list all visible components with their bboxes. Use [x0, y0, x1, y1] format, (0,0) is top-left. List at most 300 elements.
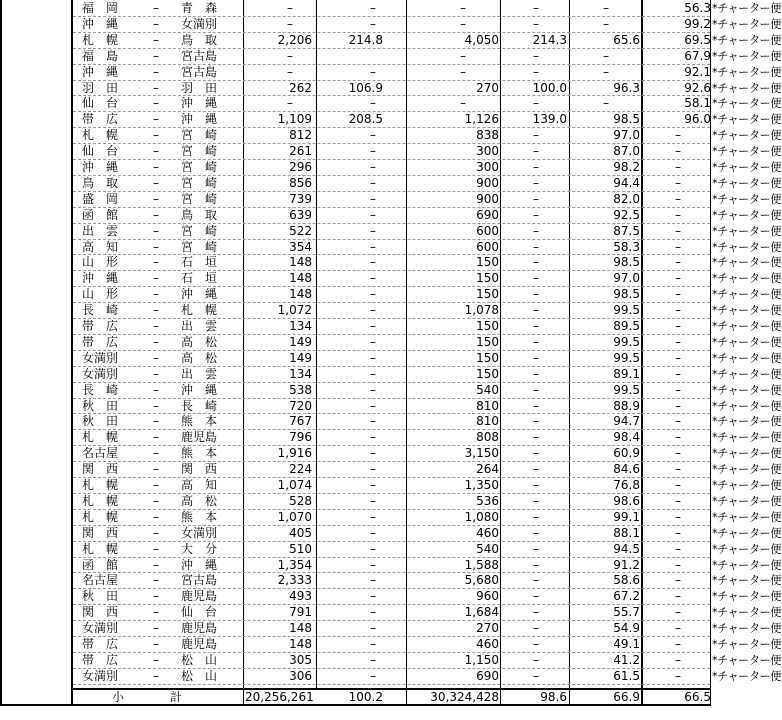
cell-col5: 91.2 [613, 557, 640, 572]
cell-col1: 493 [289, 589, 312, 604]
route-origin: 山 形 [82, 287, 119, 302]
route-origin: 女満別 [82, 668, 119, 683]
cell-note: *チャーター便 [712, 33, 781, 47]
cell-col5: 82.0 [613, 191, 640, 206]
cell-col2: – [370, 446, 376, 461]
cell-note: *チャーター便 [712, 208, 781, 222]
cell-note: *チャーター便 [712, 669, 781, 683]
cell-note: *チャーター便 [712, 447, 781, 461]
route-dash: – [153, 271, 159, 286]
cell-col6: – [675, 207, 681, 222]
cell-note: *チャーター便 [712, 653, 781, 667]
route-destination: 宮 崎 [181, 160, 218, 174]
cell-col4: – [533, 478, 539, 492]
cell-col2: – [370, 350, 376, 365]
table-row [0, 17, 782, 33]
cell-col5: – [603, 1, 609, 15]
route-dash: – [153, 605, 159, 620]
cell-col4: – [533, 446, 539, 461]
cell-col6: – [675, 239, 681, 254]
cell-col4: – [533, 16, 539, 31]
table-row [0, 81, 782, 97]
cell-col6: – [675, 573, 681, 588]
cell-col1: 148 [289, 621, 312, 636]
cell-note: *チャーター便 [712, 526, 781, 540]
cell-col3: 810 [476, 398, 499, 413]
cell-col2: – [370, 64, 376, 79]
cell-col1: 528 [289, 493, 312, 508]
route-origin: 女満別 [82, 366, 119, 381]
cell-col6: – [675, 319, 681, 333]
cell-col3: 540 [476, 541, 499, 556]
table-row [0, 510, 782, 526]
route-origin: 長 崎 [82, 303, 119, 318]
route-destination: 熊 本 [181, 414, 218, 429]
cell-col6: – [675, 128, 681, 143]
cell-note: *チャーター便 [712, 288, 781, 302]
cell-col3: 900 [476, 175, 499, 190]
table-row [0, 669, 782, 685]
cell-note: *チャーター便 [712, 431, 781, 445]
table-row [0, 573, 782, 589]
cell-col3: 150 [476, 319, 499, 333]
route-dash: – [153, 430, 159, 445]
cell-col2: – [370, 287, 376, 302]
cell-col2: – [370, 398, 376, 413]
cell-col1: 1,109 [277, 112, 312, 127]
route-destination: 女満別 [181, 16, 218, 31]
cell-col3: 810 [476, 414, 499, 429]
subtotal-col3: 30,324,428 [430, 690, 499, 704]
cell-col1: 767 [289, 414, 312, 429]
cell-col1: 639 [289, 207, 312, 222]
cell-col6: – [675, 223, 681, 238]
route-dash: – [153, 525, 159, 540]
cell-col3: 900 [476, 191, 499, 206]
route-destination: 沖 縄 [181, 382, 218, 397]
cell-col4: – [533, 589, 539, 604]
route-dash: – [153, 223, 159, 238]
route-destination: 仙 台 [181, 605, 218, 620]
cell-col4: – [533, 557, 539, 572]
table-row [0, 240, 782, 256]
table-row [0, 351, 782, 367]
route-destination: 札 幌 [181, 303, 218, 318]
route-origin: 盛 岡 [82, 191, 119, 206]
cell-col6: – [675, 144, 681, 159]
cell-col6: – [675, 621, 681, 636]
cell-col4: – [533, 350, 539, 365]
cell-col3: – [460, 96, 466, 111]
route-origin: 札 幌 [82, 128, 119, 143]
cell-col3: 1,350 [464, 478, 499, 492]
cell-col3: 150 [476, 366, 499, 381]
route-destination: 出 雲 [181, 319, 218, 333]
route-destination: 熊 本 [181, 446, 218, 461]
cell-col6: – [675, 366, 681, 381]
cell-col2: – [370, 509, 376, 524]
cell-col2: – [370, 191, 376, 206]
cell-col3: 1,588 [464, 557, 499, 572]
cell-col2: – [370, 271, 376, 286]
table-row [0, 33, 782, 49]
cell-col3: 960 [476, 589, 499, 604]
route-origin: 鳥 取 [82, 175, 119, 190]
cell-note: *チャーター便 [712, 638, 781, 651]
cell-col1: 2,333 [277, 573, 312, 588]
route-destination: 長 崎 [181, 398, 218, 413]
cell-col2: – [370, 366, 376, 381]
cell-col2: – [370, 573, 376, 588]
route-destination: 松 山 [181, 652, 218, 667]
cell-col4: – [533, 144, 539, 159]
cell-note: *チャーター便 [712, 145, 781, 159]
route-origin: 福 島 [82, 48, 119, 63]
cell-col5: 49.1 [613, 637, 640, 651]
cell-col5: 98.5 [613, 112, 640, 127]
cell-col1: 305 [289, 652, 312, 667]
cell-col4: – [533, 525, 539, 540]
cell-col3: 1,078 [464, 303, 499, 318]
route-origin: 沖 縄 [82, 160, 119, 174]
route-origin: 札 幌 [82, 430, 119, 445]
route-dash: – [153, 668, 159, 683]
cell-col2: – [370, 1, 376, 15]
route-dash: – [153, 96, 159, 111]
route-destination: 関 西 [181, 462, 218, 477]
cell-col5: 76.8 [613, 478, 640, 492]
route-dash: – [153, 303, 159, 318]
route-destination: 鳥 取 [181, 207, 218, 222]
route-dash: – [153, 48, 159, 63]
route-origin: 札 幌 [82, 509, 119, 524]
cell-col3: 460 [476, 525, 499, 540]
route-destination: 宮古島 [181, 573, 218, 588]
route-dash: – [153, 414, 159, 429]
cell-col4: – [533, 652, 539, 667]
cell-col2: 208.5 [348, 112, 383, 127]
table-row [0, 478, 782, 494]
route-origin: 帯 広 [82, 319, 119, 333]
cell-col2: – [370, 478, 376, 492]
route-destination: 鹿児島 [181, 621, 218, 636]
route-destination: 宮 崎 [181, 191, 218, 206]
route-dash: – [153, 557, 159, 572]
cell-col1: 262 [289, 80, 312, 95]
cell-col6: 99.2 [684, 16, 711, 31]
route-dash: – [153, 462, 159, 477]
cell-col5: 41.2 [613, 652, 640, 667]
table-row [0, 160, 782, 176]
route-dash: – [153, 144, 159, 159]
route-dash: – [153, 509, 159, 524]
cell-col5: 58.3 [613, 239, 640, 254]
subtotal-col2: 100.2 [348, 690, 383, 704]
cell-col1: 405 [289, 525, 312, 540]
route-destination: 石 垣 [181, 271, 218, 286]
route-origin: 沖 縄 [82, 16, 119, 31]
route-destination: 羽 田 [181, 80, 218, 95]
cell-col1: 796 [289, 430, 312, 445]
table-row [0, 144, 782, 160]
route-origin: 秋 田 [82, 398, 119, 413]
cell-col1: 134 [289, 366, 312, 381]
cell-col6: – [675, 382, 681, 397]
cell-col6: 58.1 [684, 96, 711, 111]
cell-col2: – [370, 175, 376, 190]
cell-note: *チャーター便 [712, 113, 781, 127]
cell-note: *チャーター便 [712, 574, 781, 588]
route-dash: – [153, 637, 159, 651]
cell-col1: 856 [289, 175, 312, 190]
cell-note: *チャーター便 [712, 367, 781, 381]
cell-col4: 214.3 [532, 32, 567, 47]
cell-col3: 270 [476, 80, 499, 95]
cell-col5: 98.5 [613, 287, 640, 302]
cell-col1: 1,074 [277, 478, 312, 492]
cell-note: *チャーター便 [712, 49, 781, 63]
cell-note: *チャーター便 [712, 272, 781, 286]
cell-col3: 460 [476, 637, 499, 651]
cell-col1: 739 [289, 191, 312, 206]
cell-col2: – [370, 239, 376, 254]
cell-col3: 1,080 [464, 509, 499, 524]
cell-col3: 300 [476, 144, 499, 159]
cell-col3: 5,680 [464, 573, 499, 588]
cell-col4: – [533, 191, 539, 206]
cell-col2: – [370, 144, 376, 159]
route-destination: 宮 崎 [181, 144, 218, 159]
cell-col5: 99.5 [613, 334, 640, 349]
route-dash: – [153, 652, 159, 667]
cell-note: *チャーター便 [712, 256, 781, 270]
cell-col5: – [603, 48, 609, 63]
table-row [0, 128, 782, 144]
cell-col1: 261 [289, 144, 312, 159]
route-dash: – [153, 160, 159, 174]
table-row [0, 621, 782, 637]
cell-col3: 600 [476, 239, 499, 254]
cell-col6: – [675, 303, 681, 318]
cell-col6: – [675, 350, 681, 365]
route-dash: – [153, 128, 159, 143]
cell-col6: 92.1 [684, 64, 711, 79]
route-dash: – [153, 493, 159, 508]
cell-col5: 98.4 [613, 430, 640, 445]
cell-col1: 812 [289, 128, 312, 143]
route-origin: 女満別 [82, 350, 119, 365]
cell-col3: 270 [476, 621, 499, 636]
cell-col4: – [533, 1, 539, 15]
cell-col2: 214.8 [348, 32, 383, 47]
route-dash: – [153, 1, 159, 15]
cell-note: *チャーター便 [712, 17, 781, 31]
route-origin: 帯 広 [82, 652, 119, 667]
cell-col4: – [533, 96, 539, 111]
route-origin: 女満別 [82, 621, 119, 636]
cell-col1: – [287, 1, 293, 15]
cell-col5: 99.1 [613, 509, 640, 524]
route-destination: 鹿児島 [181, 637, 218, 651]
cell-col5: 96.3 [613, 80, 640, 95]
cell-col5: 84.6 [613, 462, 640, 477]
table-row [0, 192, 782, 208]
cell-col1: 148 [289, 271, 312, 286]
cell-col1: 306 [289, 668, 312, 683]
route-origin: 帯 広 [82, 334, 119, 349]
cell-col6: 92.6 [684, 80, 711, 95]
cell-note: *チャーター便 [712, 510, 781, 524]
route-dash: – [153, 64, 159, 79]
cell-col3: 690 [476, 668, 499, 683]
subtotal-label-b: 計 [170, 690, 183, 704]
cell-col5: – [603, 64, 609, 79]
cell-col6: 56.3 [684, 1, 711, 15]
cell-col5: 60.9 [613, 446, 640, 461]
table-row [0, 287, 782, 303]
cell-col5: 55.7 [613, 605, 640, 620]
cell-note: *チャーター便 [712, 415, 781, 429]
table-row [0, 414, 782, 430]
cell-col4: 139.0 [532, 112, 567, 127]
table-row [0, 303, 782, 319]
cell-col2: – [370, 414, 376, 429]
route-destination: 鹿児島 [181, 589, 218, 604]
cell-col1: – [287, 96, 293, 111]
cell-col5: 98.5 [613, 255, 640, 270]
cell-col4: – [533, 398, 539, 413]
cell-col1: 148 [289, 255, 312, 270]
table-row [0, 653, 782, 669]
cell-col2: – [370, 525, 376, 540]
cell-col6: – [675, 668, 681, 683]
cell-col2: – [370, 334, 376, 349]
cell-col1: 148 [289, 287, 312, 302]
route-dash: – [153, 382, 159, 397]
cell-col2: – [370, 621, 376, 636]
route-destination: 高 知 [181, 478, 218, 492]
route-dash: – [153, 319, 159, 333]
route-origin: 福 岡 [82, 1, 119, 15]
cell-col6: – [675, 334, 681, 349]
cell-col4: – [533, 334, 539, 349]
table-row [0, 605, 782, 621]
route-origin: 沖 縄 [82, 271, 119, 286]
route-origin: 帯 広 [82, 112, 119, 127]
cell-col6: – [675, 525, 681, 540]
cell-col6: – [675, 652, 681, 667]
route-origin: 羽 田 [82, 80, 119, 95]
route-dash: – [153, 16, 159, 31]
route-dash: – [153, 32, 159, 47]
cell-col1: 149 [289, 350, 312, 365]
cell-col3: 3,150 [464, 446, 499, 461]
cell-col6: – [675, 557, 681, 572]
subtotal-row [0, 690, 782, 706]
cell-col1: 134 [289, 319, 312, 333]
cell-col3: 536 [476, 493, 499, 508]
cell-col4: – [533, 128, 539, 143]
cell-col4: – [533, 175, 539, 190]
cell-col2: – [370, 557, 376, 572]
route-destination: 宮 崎 [181, 175, 218, 190]
route-origin: 関 西 [82, 605, 119, 620]
cell-note: *チャーター便 [712, 606, 781, 620]
cell-col1: 148 [289, 637, 312, 651]
cell-col1: 2,206 [277, 32, 312, 47]
route-origin: 沖 縄 [82, 64, 119, 79]
table-row [0, 637, 782, 653]
route-dash: – [153, 350, 159, 365]
route-dash: – [153, 589, 159, 604]
cell-col6: – [675, 430, 681, 445]
route-origin: 札 幌 [82, 478, 119, 492]
cell-col3: 150 [476, 350, 499, 365]
route-destination: 沖 縄 [181, 96, 218, 111]
cell-col5: 94.5 [613, 541, 640, 556]
cell-col6: – [675, 175, 681, 190]
cell-col3: – [460, 48, 466, 63]
cell-col6: – [675, 509, 681, 524]
cell-col5: 94.7 [613, 414, 640, 429]
cell-col5: 99.5 [613, 350, 640, 365]
cell-col5: 98.2 [613, 160, 640, 174]
route-origin: 山 形 [82, 255, 119, 270]
cell-col6: – [675, 637, 681, 651]
route-destination: 熊 本 [181, 509, 218, 524]
cell-col5: 94.4 [613, 175, 640, 190]
cell-note: *チャーター便 [712, 622, 781, 636]
table-row [0, 558, 782, 574]
cell-col5: – [603, 96, 609, 111]
cell-col2: – [370, 382, 376, 397]
route-destination: 沖 縄 [181, 557, 218, 572]
route-destination: 宮 崎 [181, 128, 218, 143]
route-origin: 仙 台 [82, 144, 119, 159]
cell-col2: – [370, 605, 376, 620]
table-row [0, 96, 782, 112]
subtotal-col6: 66.5 [684, 690, 711, 704]
cell-note: *チャーター便 [712, 2, 781, 15]
route-origin: 関 西 [82, 462, 119, 477]
route-destination: 青 森 [181, 1, 218, 15]
cell-note: *チャーター便 [712, 224, 781, 238]
cell-col2: – [370, 430, 376, 445]
cell-col3: 690 [476, 207, 499, 222]
cell-col2: – [370, 319, 376, 333]
table-row [0, 430, 782, 446]
route-origin: 函 館 [82, 207, 119, 222]
cell-col4: – [533, 366, 539, 381]
cell-note: *チャーター便 [712, 494, 781, 508]
cell-col5: 99.5 [613, 382, 640, 397]
cell-col3: 1,150 [464, 652, 499, 667]
cell-col4: – [533, 430, 539, 445]
route-origin: 秋 田 [82, 589, 119, 604]
table-row [0, 224, 782, 240]
cell-col6: – [675, 414, 681, 429]
cell-col3: 150 [476, 287, 499, 302]
table-row [0, 65, 782, 81]
route-dash: – [153, 239, 159, 254]
cell-col3: 1,684 [464, 605, 499, 620]
table-row [0, 383, 782, 399]
route-dash: – [153, 191, 159, 206]
table-row [0, 399, 782, 415]
cell-col4: – [533, 303, 539, 318]
cell-col4: – [533, 271, 539, 286]
cell-col5: 89.5 [613, 319, 640, 333]
